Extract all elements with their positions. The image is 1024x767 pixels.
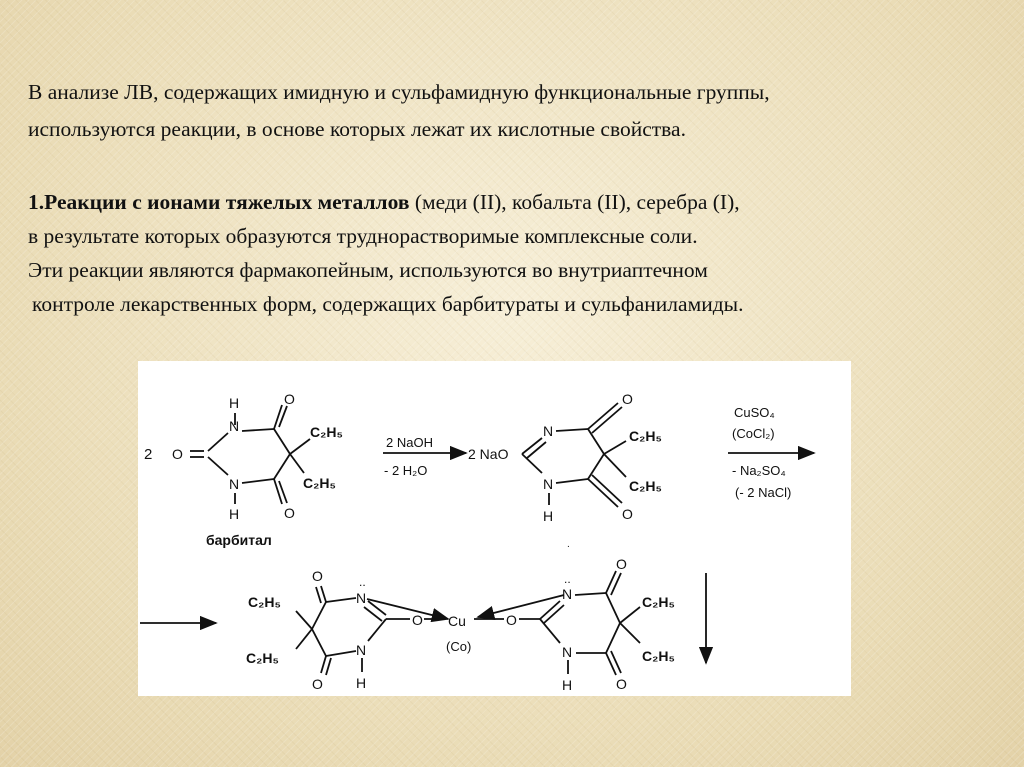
bond: [290, 439, 310, 454]
atom-h-bottom: H: [229, 506, 240, 522]
coordination-arrow: [478, 595, 564, 617]
atom-h: H: [543, 508, 554, 524]
reaction-arrow-2: [728, 405, 814, 500]
atom-o: O: [622, 506, 633, 522]
intro-line-1: В анализе ЛВ, содержащих имидную и сульфамидную функциональные группы,: [28, 80, 770, 104]
atom-n-coordinating: N: [562, 586, 573, 602]
ethyl-group: C₂H₅: [629, 478, 662, 494]
bond: [556, 479, 588, 483]
ethyl-group: C₂H₅: [629, 428, 662, 444]
section-heading: [28, 185, 1013, 219]
bond: [620, 623, 640, 643]
ethyl-group: C₂H₅: [310, 424, 343, 440]
ethyl-group: C₂H₅: [248, 594, 281, 610]
byproduct-water: - 2 H₂O: [384, 463, 428, 478]
atom-n3: N: [229, 476, 240, 492]
barbital-structure: [172, 391, 343, 548]
ethyl-group: C₂H₅: [642, 648, 675, 664]
atom-o-c6: O: [284, 505, 295, 521]
bond: [606, 571, 616, 593]
lone-pair: ..: [359, 575, 366, 589]
intro-text: [28, 74, 1013, 148]
lone-pair: ..: [564, 572, 571, 586]
dot: .: [567, 539, 570, 550]
bond: [592, 475, 622, 503]
bond: [368, 619, 386, 641]
atom-o: O: [312, 568, 323, 584]
section-heading-rest: (меди (II), кобальта (II), серебра (I),: [409, 190, 740, 214]
reaction-scheme: [138, 361, 851, 696]
bond: [588, 454, 604, 479]
bond: [611, 573, 621, 595]
bond: [321, 656, 326, 673]
atom-n1: N: [543, 423, 554, 439]
bond: [326, 651, 356, 656]
complex-left-ligand: [246, 568, 448, 692]
atom-o-bridge: O: [412, 612, 423, 628]
atom-n-h: N: [356, 642, 367, 658]
reaction-scheme-svg: [138, 361, 851, 696]
atom-o: O: [616, 556, 627, 572]
bond: [522, 454, 542, 473]
atom-o-bridge: O: [506, 612, 517, 628]
bond: [540, 601, 560, 619]
bond: [274, 405, 282, 429]
bond: [606, 593, 620, 623]
atom-o-c4: O: [284, 391, 295, 407]
section-line-4: контроле лекарственных форм, содержащих барбитураты и сульфаниламиды.: [32, 292, 744, 316]
bond: [606, 653, 616, 675]
bond: [321, 586, 326, 602]
bond: [620, 607, 640, 623]
bond: [290, 454, 304, 473]
reagent-cuso4: CuSO₄: [734, 405, 775, 420]
bond: [274, 429, 290, 454]
section-heading-bold: 1.Реакции с ионами тяжелых металлов: [28, 190, 410, 214]
metal-co: (Co): [446, 639, 472, 654]
metal-cu: Cu: [448, 613, 466, 629]
bond: [316, 587, 321, 603]
reagent-naoh: 2 NaOH: [386, 435, 433, 450]
section-heavy-metals: [28, 185, 1013, 321]
bond: [588, 403, 618, 429]
atom-h: H: [356, 675, 367, 691]
sodium-salt-structure: [468, 391, 662, 550]
bond: [296, 629, 312, 649]
atom-h: H: [562, 677, 573, 693]
sodium-prefix: 2 NaO: [468, 446, 509, 462]
atom-h-top: H: [229, 395, 240, 411]
bond: [588, 429, 604, 454]
reagent-cocl2: (CoCl₂): [732, 426, 775, 441]
bond: [274, 479, 282, 504]
bond: [527, 442, 546, 458]
bond: [592, 407, 622, 433]
barbital-label: барбитал: [206, 532, 272, 548]
bond: [326, 598, 356, 602]
bond: [242, 429, 274, 431]
atom-n-h: N: [562, 644, 573, 660]
bond: [544, 605, 564, 623]
atom-o: O: [312, 676, 323, 692]
section-line-2: в результате которых образуются труднорастворимые комплексные соли.: [28, 224, 698, 248]
ethyl-group: C₂H₅: [246, 650, 279, 666]
bond: [274, 454, 290, 479]
bond: [296, 611, 312, 629]
atom-o: O: [622, 391, 633, 407]
bond: [326, 658, 331, 675]
bond: [611, 651, 621, 673]
byproduct-nacl: (- 2 NaCl): [735, 485, 792, 500]
bond: [242, 479, 274, 483]
intro-line-2: используются реакции, в основе которых лежат их кислотные свойства.: [28, 117, 686, 141]
metal-center: [424, 613, 504, 654]
ethyl-group: C₂H₅: [303, 475, 336, 491]
atom-n1: N: [229, 418, 240, 434]
bond: [575, 593, 606, 595]
bond: [540, 619, 560, 643]
atom-o-c2: O: [172, 446, 183, 462]
bond: [208, 433, 228, 451]
atom-o: O: [616, 676, 627, 692]
bond: [208, 457, 228, 475]
atom-n3: N: [543, 476, 554, 492]
bond: [588, 479, 618, 507]
bond: [522, 438, 542, 454]
bond: [604, 441, 626, 454]
atom-n-coordinating: N: [356, 590, 367, 606]
byproduct-na2so4: - Na₂SO₄: [732, 463, 786, 478]
coefficient-2: 2: [144, 446, 153, 463]
bond: [312, 602, 326, 629]
bond: [604, 454, 626, 477]
section-line-3: Эти реакции являются фармакопейным, используются во внутриаптечном: [28, 258, 708, 282]
reaction-arrow-1: [383, 435, 466, 478]
bond: [556, 429, 588, 431]
ethyl-group: C₂H₅: [642, 594, 675, 610]
complex-right-ligand: [478, 556, 675, 693]
bond: [606, 623, 620, 653]
bond: [312, 629, 326, 656]
